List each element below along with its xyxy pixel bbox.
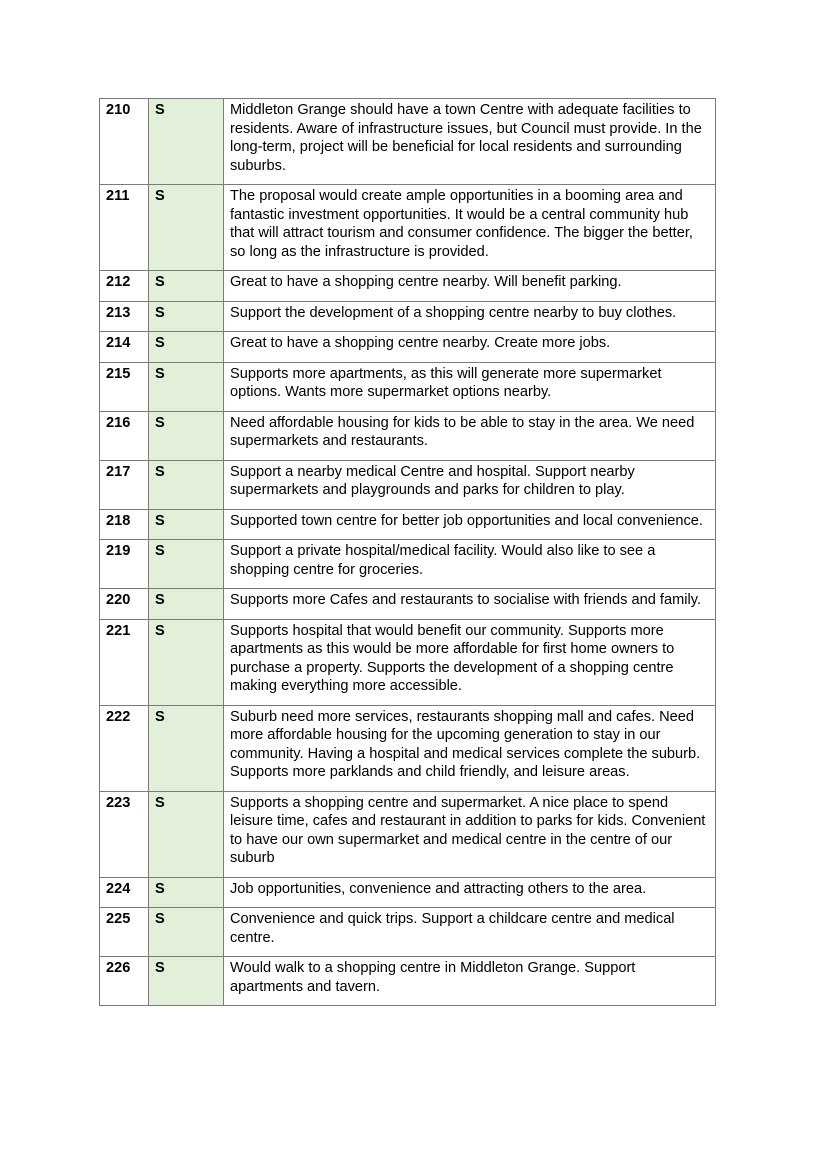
table-row — [100, 908, 716, 957]
table-row — [100, 877, 716, 908]
submission-comment: Suburb need more services, restaurants shopping mall and cafes. Need more affordable housing for the upcoming generation to stay in our community. Having a hospital and medical services complete the suburb. Supports more parklands and child friendly, and leisure areas. — [224, 705, 716, 791]
submission-comment: Support the development of a shopping centre nearby to buy clothes. — [224, 301, 716, 332]
submission-comment: Support a nearby medical Centre and hospital. Support nearby supermarkets and playgrounds and parks for children to play. — [224, 460, 716, 509]
submission-position: S — [149, 509, 224, 540]
table-row — [100, 411, 716, 460]
submission-position: S — [149, 705, 224, 791]
submission-id: 220 — [100, 589, 149, 620]
submission-id: 214 — [100, 332, 149, 363]
submission-comment: Supported town centre for better job opportunities and local convenience. — [224, 509, 716, 540]
submission-position: S — [149, 589, 224, 620]
submission-position: S — [149, 271, 224, 302]
table-row — [100, 589, 716, 620]
submission-position: S — [149, 460, 224, 509]
submissions-table — [99, 98, 716, 1006]
submission-id: 222 — [100, 705, 149, 791]
submission-id: 210 — [100, 99, 149, 185]
submission-comment: Job opportunities, convenience and attracting others to the area. — [224, 877, 716, 908]
submission-id: 221 — [100, 619, 149, 705]
submission-comment: Convenience and quick trips. Support a childcare centre and medical centre. — [224, 908, 716, 957]
submission-comment: The proposal would create ample opportunities in a booming area and fantastic investment opportunities. It would be a central community hub that will attract tourism and consumer confidence. The bigger the better, so long as the infrastructure is provided. — [224, 185, 716, 271]
submission-id: 215 — [100, 362, 149, 411]
table-row — [100, 185, 716, 271]
submission-id: 225 — [100, 908, 149, 957]
table-row — [100, 509, 716, 540]
table-row — [100, 540, 716, 589]
submission-comment: Would walk to a shopping centre in Middleton Grange. Support apartments and tavern. — [224, 957, 716, 1006]
submission-id: 217 — [100, 460, 149, 509]
submission-id: 226 — [100, 957, 149, 1006]
submission-comment: Need affordable housing for kids to be able to stay in the area. We need supermarkets and restaurants. — [224, 411, 716, 460]
submission-id: 224 — [100, 877, 149, 908]
submission-id: 216 — [100, 411, 149, 460]
submission-position: S — [149, 619, 224, 705]
submission-comment: Great to have a shopping centre nearby. Create more jobs. — [224, 332, 716, 363]
table-row — [100, 619, 716, 705]
submission-id: 223 — [100, 791, 149, 877]
submission-comment: Middleton Grange should have a town Centre with adequate facilities to residents. Aware of infrastructure issues, but Council must provide. In the long-term, project will be beneficial for local residents and surrounding suburbs. — [224, 99, 716, 185]
submission-comment: Great to have a shopping centre nearby. Will benefit parking. — [224, 271, 716, 302]
submission-position: S — [149, 957, 224, 1006]
submission-position: S — [149, 791, 224, 877]
submission-position: S — [149, 99, 224, 185]
table-row — [100, 460, 716, 509]
submission-comment: Supports hospital that would benefit our community. Supports more apartments as this would be more affordable for first home owners to purchase a property. Supports the development of a shopping centre making everything more accessible. — [224, 619, 716, 705]
submission-comment: Support a private hospital/medical facility. Would also like to see a shopping centre for groceries. — [224, 540, 716, 589]
submission-id: 211 — [100, 185, 149, 271]
submission-position: S — [149, 185, 224, 271]
submission-id: 219 — [100, 540, 149, 589]
table-row — [100, 791, 716, 877]
submission-id: 218 — [100, 509, 149, 540]
submissions-table-body — [100, 99, 716, 1006]
submission-position: S — [149, 362, 224, 411]
table-row — [100, 271, 716, 302]
submission-id: 212 — [100, 271, 149, 302]
table-row — [100, 99, 716, 185]
submission-comment: Supports more Cafes and restaurants to socialise with friends and family. — [224, 589, 716, 620]
submission-comment: Supports a shopping centre and supermarket. A nice place to spend leisure time, cafes and restaurant in addition to parks for kids. Convenient to have our own supermarket and medical centre in the centre of our suburb — [224, 791, 716, 877]
table-row — [100, 705, 716, 791]
submission-position: S — [149, 540, 224, 589]
submission-comment: Supports more apartments, as this will generate more supermarket options. Wants more supermarket options nearby. — [224, 362, 716, 411]
table-row — [100, 957, 716, 1006]
submission-position: S — [149, 332, 224, 363]
table-row — [100, 332, 716, 363]
table-row — [100, 362, 716, 411]
table-row — [100, 301, 716, 332]
submission-position: S — [149, 301, 224, 332]
submission-id: 213 — [100, 301, 149, 332]
submission-position: S — [149, 411, 224, 460]
submission-position: S — [149, 908, 224, 957]
submission-position: S — [149, 877, 224, 908]
